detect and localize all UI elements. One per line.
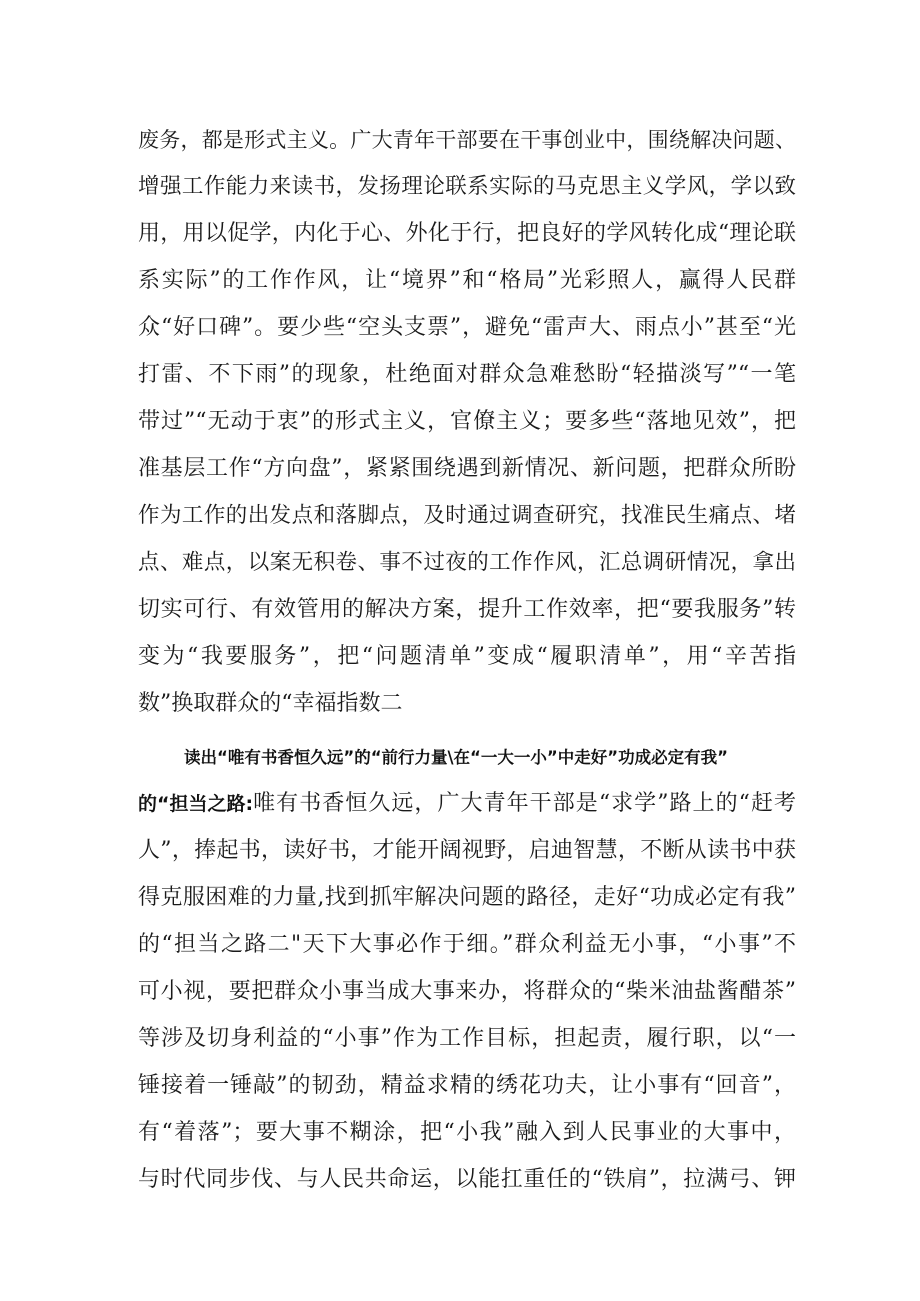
paragraph-1-line: 系实际”的工作作风，让“境界”和“格局”光彩照人，赢得人民群	[138, 268, 796, 293]
paragraph-2-line-rest: 唯有书香恒久远，广大青年干部是“求学”路上的“赶考	[253, 791, 796, 816]
paragraph-2-line: 与时代同步伐、与人民共命运，以能扛重任的“铁肩”，拉满弓、钾	[138, 1167, 796, 1192]
paragraph-1-last-line: 数”换取群众的“幸福指数二	[138, 691, 403, 716]
paragraph-1-line: 用，用以促学，内化于心、外化于行，把良好的学风转化成“理论联	[138, 221, 796, 246]
paragraph-2-line: 等涉及切身利益的“小事”作为工作目标，担起责，履行职，以“一	[138, 1026, 796, 1051]
paragraph-1-line: 增强工作能力来读书，发扬理论联系实际的马克思主义学风，学以致	[138, 174, 796, 199]
paragraph-2-line: 的“担当之路二"天下大事必作于细。”群众利益无小事，“小事”不	[138, 932, 796, 957]
paragraph-1-line: 众“好口碑”。要少些“空头支票”，避免“雷声大、雨点小”甚至“光	[138, 315, 796, 340]
paragraph-2-line: 人”，捧起书，读好书，才能开阔视野，启迪智慧，不断从读书中获	[138, 838, 796, 863]
paragraph-1-line: 切实可行、有效管用的解决方案，提升工作效率，把“要我服务”转	[138, 597, 796, 622]
paragraph-1-line: 带过”“无动于衷”的形式主义，官僚主义；要多些“落地见效”，把	[138, 409, 796, 434]
paragraph-1-line: 打雷、不下雨”的现象，杜绝面对群众急难愁盼“轻描淡写”“一笔	[138, 362, 796, 387]
paragraph-2-line: 锤接着一锤敲”的韧劲，精益求精的绣花功夫，让小事有“回音”，	[138, 1073, 796, 1098]
paragraph-1-line: 变为“我要服务”，把“问题清单”变成“履职清单”，用“辛苦指	[138, 644, 796, 669]
paragraph-1-line: 作为工作的出发点和落脚点，及时通过调查研究，找准民生痛点、堵	[138, 503, 796, 528]
paragraph-1-line: 准基层工作“方向盘”，紧紧围绕遇到新情况、新问题，把群众所盼	[138, 456, 796, 481]
paragraph-1-line: 废务，都是形式主义。广大青年干部要在干事创业中，围绕解决问题、	[138, 128, 796, 152]
paragraph-2-first-line	[138, 784, 796, 824]
section-heading-tail: 的“担当之路:	[138, 793, 254, 815]
paragraph-2-line: 得克服困难的力量,找到抓牢解决问题的路径，走好“功成必定有我”	[138, 885, 796, 910]
paragraph-1-line: 点、难点，以案无积卷、事不过夜的工作作风，汇总调研情况，拿出	[138, 550, 796, 575]
paragraph-2-line: 有“着落”；要大事不糊涂，把“小我”融入到人民事业的大事中，	[138, 1120, 796, 1145]
paragraph-2-line: 可小视，要把群众小事当成大事来办，将群众的“柴米油盐酱醋茶”	[138, 979, 796, 1004]
section-heading: 读出“唯有书香恒久远”的“前行力量\在“一大一小”中走好”功成必定有我”	[184, 748, 728, 767]
